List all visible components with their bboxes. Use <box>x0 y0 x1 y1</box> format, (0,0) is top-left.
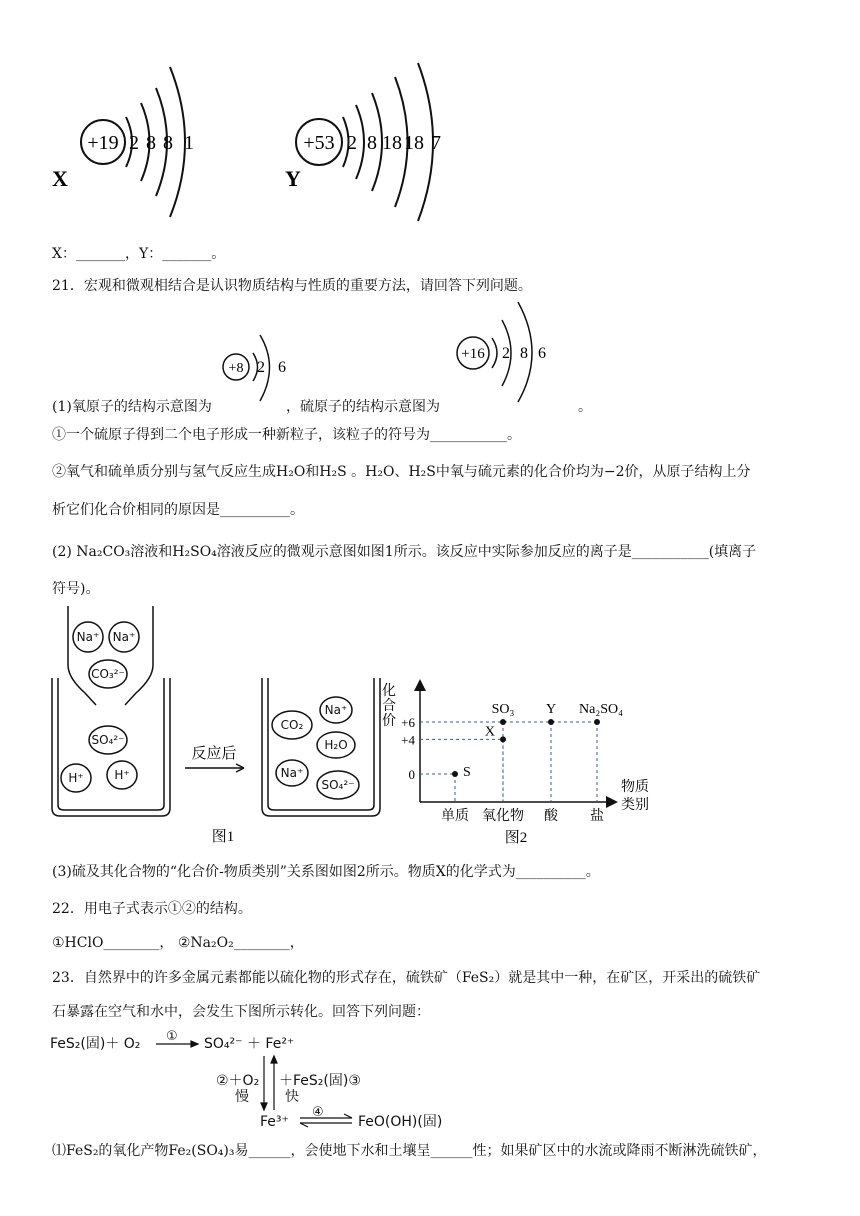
x-tick-label: 氧化物 <box>482 809 524 824</box>
atom-diagram-x <box>52 67 194 217</box>
sulfur-shell-2: 8 <box>520 345 528 362</box>
data-point <box>548 719 554 725</box>
sulfur-nucleus: +16 <box>461 346 485 362</box>
q21-sub2-line2: 析它们化合价相同的原因是__________。 <box>52 502 304 518</box>
oxygen-atom-diagram <box>215 325 295 410</box>
scheme-step-2: ②＋O₂ <box>216 1073 260 1089</box>
y-tick-label: +6 <box>401 715 415 730</box>
y-ticks <box>401 715 415 782</box>
q21-stem: 21．宏观和微观相结合是认识物质结构与性质的重要方法，请回答下列问题。 <box>52 278 532 294</box>
ion-beaker2-2: Na⁺ <box>324 703 348 717</box>
data-point-label: Y <box>545 702 557 717</box>
q23-stem-line2: 石暴露在空气和水中，会发生下图所示转化。回答下列问题： <box>52 1004 430 1020</box>
q23-transformation-scheme <box>48 1022 468 1134</box>
nucleus-x: +19 <box>87 132 119 154</box>
oxygen-shell-2: 6 <box>278 359 286 376</box>
ion-beaker2-3: H₂O <box>324 738 348 752</box>
x-tick-label: 单质 <box>441 809 469 824</box>
figure-2-chart <box>375 672 665 850</box>
ion-beaker1-2: H⁺ <box>68 771 84 785</box>
shell-y-1: 2 <box>347 132 357 154</box>
sulfur-atom-diagram <box>450 300 560 405</box>
shell-x-2: 8 <box>146 132 156 154</box>
ion-beaker1-3: H⁺ <box>114 768 130 782</box>
scheme-fast: 快 <box>285 1089 299 1105</box>
x-tick-label: 盐 <box>590 809 604 824</box>
q21-sub1: ①一个硫原子得到二个电子形成一种新粒子，该粒子的符号为___________。 <box>52 427 521 443</box>
scheme-products: SO₄²⁻ ＋ Fe²⁺ <box>204 1036 295 1052</box>
scheme-fe3: Fe³⁺ <box>260 1114 289 1130</box>
figure-1-micro-diagram <box>40 603 390 848</box>
ion-beaker2-4: Na⁺ <box>280 766 304 780</box>
x-ticks <box>441 807 604 824</box>
sulfur-shell-3: 6 <box>538 345 546 362</box>
q21-part2-line1: (2) Na₂CO₃溶液和H₂SO₄溶液反应的微观示意图如图1所示。该反应中实际参加反应的离子是___________(填离子 <box>52 544 757 560</box>
funnel-left-wall <box>68 606 96 705</box>
q22-stem: 22．用电子式表示①②的结构。 <box>52 901 252 917</box>
data-point <box>452 771 458 777</box>
ion-funnel-1: Na⁺ <box>76 630 100 644</box>
q22-answer-line: ①HClO________， ②Na₂O₂________， <box>52 935 304 951</box>
ion-beaker2-1: CO₂ <box>280 718 304 732</box>
data-point-label: S <box>463 765 471 780</box>
y-tick-label: +4 <box>401 732 415 748</box>
nucleus-y: +53 <box>303 132 335 154</box>
funnel-right-wall <box>125 606 153 705</box>
q21-part1-end: 。 <box>578 399 592 415</box>
x-axis-label-line-2: 类别 <box>621 798 649 813</box>
q23-stem-line1: 23．自然界中的许多金属元素都能以硫化物的形式存在，硫铁矿（FeS₂）就是其中一种，在矿区，开采出的硫铁矿 <box>52 970 761 986</box>
scheme-step-1: ① <box>166 1029 178 1044</box>
answer-line-q20: X：_______，Y：_______。 <box>52 246 226 262</box>
y-axis-label-char-1: 化 <box>382 684 396 699</box>
scheme-reactants: FeS₂(固)＋ O₂ <box>50 1036 141 1052</box>
scheme-feooh: FeO(OH)(固) <box>358 1114 443 1130</box>
atom-diagram-y <box>285 63 441 221</box>
data-point-label: X <box>484 724 495 740</box>
scheme-slow: 慢 <box>235 1089 249 1105</box>
scheme-step-3-reagent: ＋FeS₂(固)③ <box>279 1073 361 1089</box>
data-point-label: Na₂SO₄ <box>579 702 623 717</box>
data-point <box>594 719 600 725</box>
data-point-label: SO₃ <box>491 702 515 717</box>
shell-y-5: 7 <box>431 132 441 154</box>
q21-part3: (3)硫及其化合物的“化合价-物质类别”关系图如图2所示。物质X的化学式为__________。 <box>52 864 600 880</box>
y-axis-label-char-3: 价 <box>382 714 396 729</box>
beaker-2-outer <box>262 678 380 816</box>
ion-beaker1-1: SO₄²⁻ <box>91 733 125 747</box>
scheme-step-4: ④ <box>312 1105 324 1120</box>
shell-y-4: 18 <box>404 132 424 154</box>
y-axis-label-char-2: 合 <box>382 699 396 714</box>
shell-x-1: 2 <box>129 132 139 154</box>
q21-part1-middle: ，硫原子的结构示意图为 <box>286 399 440 415</box>
shell-y-2: 8 <box>367 132 377 154</box>
guide-lines <box>420 722 597 802</box>
data-point <box>500 719 506 725</box>
q21-part2-line2: 符号)。 <box>52 581 100 597</box>
q21-sub2-line1: ②氧气和硫单质分别与氢气反应生成H₂O和H₂S 。H₂O、H₂S中氧与硫元素的化合价均为−2价，从原子结构上分 <box>52 464 751 480</box>
figure-2-caption: 图2 <box>504 830 528 846</box>
q23-part1-line: ⑴FeS₂的氧化产物Fe₂(SO₄)₃易______，会使地下水和土壤呈______性；如果矿区中的水流或降雨不断淋洗硫铁矿， <box>52 1143 767 1159</box>
atom-diagrams-top <box>0 55 520 230</box>
reaction-arrow-label: 反应后 <box>191 746 237 762</box>
shell-x-4: 1 <box>184 132 194 154</box>
shell-y-3: 18 <box>382 132 402 154</box>
ion-beaker2-5: SO₄²⁻ <box>321 778 355 792</box>
q21-part1-prefix: (1)氧原子的结构示意图为 <box>52 399 212 415</box>
figure-1-caption: 图1 <box>211 829 235 845</box>
data-point <box>500 736 506 742</box>
oxygen-nucleus: +8 <box>228 361 244 376</box>
ion-funnel-3: CO₃²⁻ <box>91 667 125 681</box>
x-axis-label-line-1: 物质 <box>621 780 649 795</box>
oxygen-shell-1: 2 <box>257 359 265 376</box>
shell-x-3: 8 <box>163 132 173 154</box>
atom-letter-y: Y <box>285 166 301 191</box>
atom-letter-x: X <box>52 166 68 191</box>
beaker-1-outer <box>52 678 170 816</box>
ion-funnel-2: Na⁺ <box>112 630 136 644</box>
x-tick-label: 酸 <box>544 809 558 824</box>
y-tick-label: 0 <box>408 767 415 782</box>
sulfur-shell-1: 2 <box>502 345 510 362</box>
